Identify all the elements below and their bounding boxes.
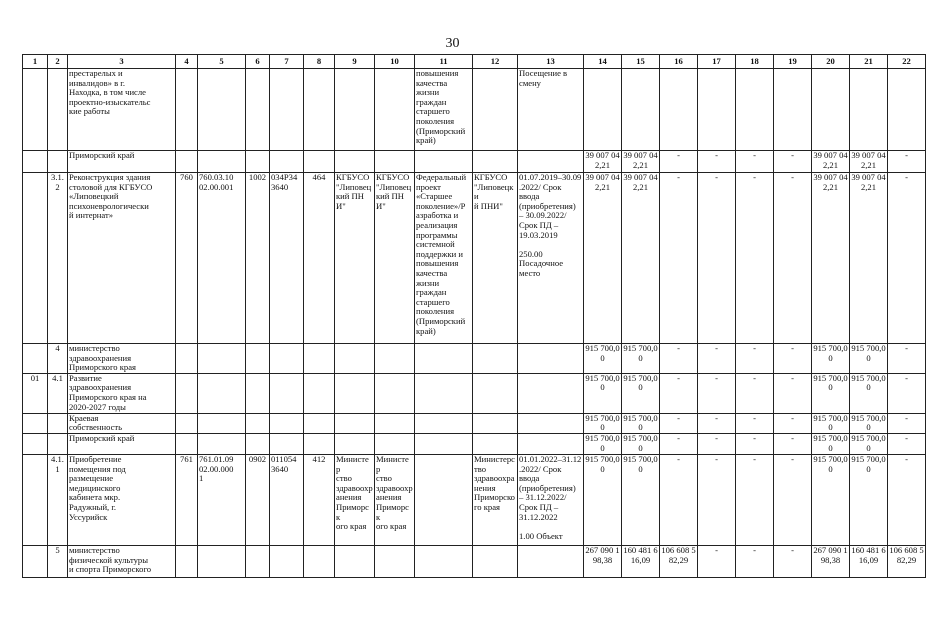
table-cell: 0902 [246, 454, 270, 545]
table-cell [198, 344, 246, 374]
table-cell [23, 69, 48, 151]
table-cell: 915 700,0 0 [584, 344, 622, 374]
table-cell [246, 151, 270, 173]
table-cell [335, 151, 375, 173]
table-cell [176, 151, 198, 173]
table-cell: 915 700,0 0 [623, 432, 658, 453]
table-cell: 760 [176, 173, 198, 344]
table-cell [375, 413, 415, 433]
table-cell [23, 454, 48, 545]
table-cell: 39 007 04 2,21 [850, 173, 888, 344]
table-cell: 915 700,0 0 [850, 373, 888, 413]
table-cell: 915 700,0 0 [585, 412, 620, 433]
table-cell [23, 344, 48, 374]
table-cell [246, 545, 270, 577]
column-header: 12 [473, 55, 518, 69]
table-cell [335, 433, 375, 454]
table-cell [774, 69, 812, 151]
column-header: 13 [518, 55, 584, 69]
table-cell: Развитие здравоохранения Приморского края на 2020-2027 годы [68, 373, 176, 413]
table-cell [304, 69, 335, 151]
table-cell: - [774, 173, 812, 344]
table-row [23, 173, 926, 344]
table-cell: КГБУСО "Липовецки й ПНИ" [473, 173, 518, 344]
table-cell [473, 344, 518, 374]
table-cell [335, 413, 375, 433]
table-row [23, 413, 926, 433]
table-cell: Министерс тво здравоохра нения Приморско го края [473, 454, 518, 545]
column-header: 18 [736, 55, 774, 69]
table-cell: 01.07.2019–30.09 .2022/ Срок ввода (приобретения) – 30.09.2022/ Срок ПД – 19.03.2019 250.00 Посадочное место [518, 173, 584, 344]
column-header: 20 [812, 55, 850, 69]
table-cell: 01 [23, 373, 48, 413]
table-cell [375, 151, 415, 173]
table-row [23, 373, 926, 413]
table-cell: - [660, 151, 698, 173]
table-row [23, 433, 926, 454]
table-cell: - [698, 344, 736, 374]
table-cell [850, 69, 888, 151]
table-row [23, 344, 926, 374]
table-cell [415, 545, 473, 577]
table-cell: 5 [48, 545, 68, 577]
table-cell: - [660, 454, 698, 545]
table-cell: - [774, 344, 812, 374]
table-cell: 267 090 1 98,38 [584, 545, 622, 577]
table-cell [176, 545, 198, 577]
column-header: 21 [850, 55, 888, 69]
table-cell: Приморский край [68, 433, 176, 454]
table-cell: Министер ство здравоохр анения Приморск ого края [335, 454, 375, 545]
table-cell: 915 700,0 0 [851, 412, 886, 433]
table-cell [198, 373, 246, 413]
table-cell: 915 700,0 0 [812, 373, 850, 413]
table-cell: - [888, 173, 926, 344]
table-cell [198, 545, 246, 577]
table-cell [415, 344, 473, 374]
table-cell: 915 700,0 0 [623, 412, 658, 433]
table-cell [415, 413, 473, 433]
table-cell [23, 173, 48, 344]
table-cell: - [660, 344, 698, 374]
table-cell: 39 007 04 2,21 [622, 151, 660, 173]
column-header: 6 [246, 55, 270, 69]
table-cell: 3.1.2 [48, 173, 68, 344]
table-cell: 915 700,0 0 [585, 432, 620, 453]
table-cell [415, 373, 473, 413]
table-cell [23, 151, 48, 173]
table-cell: 4 [48, 344, 68, 374]
budget-table [22, 54, 926, 578]
table-cell [304, 344, 335, 374]
table-cell: Посещение в смену [518, 69, 584, 151]
table-cell: - [888, 151, 926, 173]
table-cell: 4.1 [48, 373, 68, 413]
table-cell: 915 700,0 0 [584, 454, 622, 545]
table-cell: - [736, 173, 774, 344]
table-cell [270, 151, 304, 173]
column-header: 17 [698, 55, 736, 69]
table-cell [415, 433, 473, 454]
table-cell [335, 545, 375, 577]
table-cell: - [774, 373, 812, 413]
table-cell: 267 090 1 98,38 [812, 545, 850, 577]
table-cell [473, 373, 518, 413]
table-cell [48, 69, 68, 151]
table-cell [375, 373, 415, 413]
table-cell: - [736, 454, 774, 545]
table-cell: повышения качества жизни граждан старшего поколения (Приморский край) [415, 69, 473, 151]
table-cell: - [736, 344, 774, 374]
table-cell [335, 69, 375, 151]
column-header: 9 [335, 55, 375, 69]
table-cell [473, 433, 518, 454]
table-cell: 106 608 5 82,29 [888, 545, 926, 577]
table-cell [518, 413, 584, 433]
table-cell [270, 373, 304, 413]
table-row [23, 454, 926, 545]
table-row [23, 545, 926, 577]
table-cell [176, 344, 198, 374]
table-cell [888, 69, 926, 151]
table-cell: 915 700,0 0 [813, 432, 848, 453]
table-cell: Приморский край [68, 151, 176, 173]
table-cell: 39 007 04 2,21 [812, 173, 850, 344]
table-cell: 4.1.1 [48, 454, 68, 545]
table-cell [246, 373, 270, 413]
table-row [23, 151, 926, 173]
table-cell [270, 545, 304, 577]
table-cell: 464 [304, 173, 335, 344]
table-cell: 160 481 6 16,09 [850, 545, 888, 577]
table-cell [176, 413, 198, 433]
table-cell: - [736, 413, 774, 433]
column-header: 22 [888, 55, 926, 69]
table-cell: - [774, 433, 812, 454]
table-cell: 761.01.09 02.00.000 1 [198, 454, 246, 545]
table-cell: 915 700,0 0 [622, 454, 660, 545]
table-cell: 761 [176, 454, 198, 545]
table-cell [176, 433, 198, 454]
table-cell [246, 344, 270, 374]
table-cell: 39 007 04 2,21 [850, 151, 888, 173]
table-cell [246, 433, 270, 454]
table-cell: - [698, 173, 736, 344]
table-cell: - [736, 151, 774, 173]
table-cell: - [660, 413, 698, 433]
table-cell: - [774, 545, 812, 577]
table-cell: 39 007 04 2,21 [812, 151, 850, 173]
table-cell: - [888, 433, 926, 454]
table-cell: - [698, 373, 736, 413]
table-cell [246, 69, 270, 151]
table-cell: 39 007 04 2,21 [584, 173, 622, 344]
column-header: 4 [176, 55, 198, 69]
table-cell [335, 373, 375, 413]
table-cell [518, 545, 584, 577]
table-cell: - [774, 454, 812, 545]
table-cell: - [698, 413, 736, 433]
table-cell [48, 433, 68, 454]
table-cell [270, 433, 304, 454]
table-cell [198, 433, 246, 454]
table-cell: - [698, 545, 736, 577]
table-cell [304, 413, 335, 433]
table-cell [304, 433, 335, 454]
table-cell: 011054 3640 [270, 454, 304, 545]
table-cell: 412 [304, 454, 335, 545]
table-cell: КГБУСО "Липовец кий ПНИ" [335, 173, 375, 344]
table-cell: 034P34 3640 [270, 173, 304, 344]
table-cell: Приобретение помещения под размещение медицинского кабинета мкр. Радужный, г. Уссурийск [68, 454, 176, 545]
column-header: 15 [622, 55, 660, 69]
table-cell: Министер ство здравоохр анения Приморск ого края [375, 454, 415, 545]
column-header: 8 [304, 55, 335, 69]
column-header: 3 [68, 55, 176, 69]
table-cell: 915 700,0 0 [812, 344, 850, 374]
table-cell [48, 413, 68, 433]
table-cell: - [888, 373, 926, 413]
table-cell: - [698, 454, 736, 545]
table-cell [473, 413, 518, 433]
table-cell [23, 413, 48, 433]
column-header: 10 [375, 55, 415, 69]
table-cell: 1002 [246, 173, 270, 344]
table-cell: - [660, 173, 698, 344]
table-cell [812, 69, 850, 151]
table-cell: 915 700,0 0 [850, 344, 888, 374]
table-cell: 106 608 5 82,29 [660, 545, 698, 577]
table-cell [622, 69, 660, 151]
table-cell [375, 344, 415, 374]
table-cell [660, 69, 698, 151]
table-cell: министерство физической культуры и спорта Приморского [68, 545, 176, 577]
table-cell: 01.01.2022–31.12 .2022/ Срок ввода (приобретения) – 31.12.2022/ Срок ПД – 31.12.2022 1.00 Объект [518, 454, 584, 545]
table-row [23, 69, 926, 151]
table-cell [270, 413, 304, 433]
table-cell [518, 344, 584, 374]
table-cell [270, 344, 304, 374]
table-cell [518, 151, 584, 173]
table-cell [473, 69, 518, 151]
table-cell [518, 433, 584, 454]
table-cell: - [888, 344, 926, 374]
table-cell [473, 151, 518, 173]
table-cell [415, 151, 473, 173]
table-cell [518, 373, 584, 413]
table-cell: престарелых и инвалидов» в г. Находка, в том числе проектно-изыскательс кие работы [68, 69, 176, 151]
column-header: 16 [660, 55, 698, 69]
table-cell: - [736, 545, 774, 577]
table-cell [304, 373, 335, 413]
table-cell [473, 545, 518, 577]
table-cell: - [888, 454, 926, 545]
table-cell: 915 700,0 0 [812, 454, 850, 545]
table-cell [375, 545, 415, 577]
table-cell [23, 433, 48, 454]
table-cell: - [660, 433, 698, 454]
table-cell [23, 545, 48, 577]
table-cell: 915 700,0 0 [851, 432, 886, 453]
table-cell: КГБУСО "Липовец кий ПНИ" [375, 173, 415, 344]
table-cell: 915 700,0 0 [813, 412, 848, 433]
table-cell: Реконструкция здания столовой для КГБУСО «Липовецкий психоневрологически й интернат» [68, 173, 176, 344]
table-cell: 760.03.10 02.00.001 [198, 173, 246, 344]
table-cell: 915 700,0 0 [622, 344, 660, 374]
column-header: 7 [270, 55, 304, 69]
table-cell [375, 69, 415, 151]
table-cell: - [698, 151, 736, 173]
table-cell [304, 545, 335, 577]
table-cell [375, 433, 415, 454]
table-cell [198, 69, 246, 151]
table-cell [415, 454, 473, 545]
table-cell [198, 413, 246, 433]
table-cell: Федеральный проект «Старшее поколение»/Р азработка и реализация программы системной поддержки и повышения качества жизни граждан старшего поколения (Приморский край) [415, 173, 473, 344]
table-cell: 160 481 6 16,09 [622, 545, 660, 577]
table-cell [246, 413, 270, 433]
table-cell: министерство здравоохранения Приморского края [68, 344, 176, 374]
table-cell: 915 700,0 0 [584, 373, 622, 413]
table-cell: - [774, 151, 812, 173]
table-cell: - [736, 373, 774, 413]
table-cell: - [660, 373, 698, 413]
table-cell [698, 69, 736, 151]
table-cell [736, 69, 774, 151]
table-cell [176, 373, 198, 413]
column-header: 1 [23, 55, 48, 69]
table-cell [48, 151, 68, 173]
column-header-row [23, 55, 926, 69]
column-header: 11 [415, 55, 473, 69]
table-cell [176, 69, 198, 151]
table-cell: 39 007 04 2,21 [622, 173, 660, 344]
table-cell [270, 69, 304, 151]
column-header: 19 [774, 55, 812, 69]
table-cell [335, 344, 375, 374]
table-cell: 39 007 04 2,21 [584, 151, 622, 173]
page-number: 30 [445, 36, 460, 51]
table-cell: 915 700,0 0 [622, 373, 660, 413]
table-cell [584, 69, 622, 151]
table-cell: 915 700,0 0 [850, 454, 888, 545]
table-cell: - [774, 413, 812, 433]
table-cell: - [888, 413, 926, 433]
column-header: 14 [584, 55, 622, 69]
table-cell: Краевая собственность [68, 413, 176, 433]
column-header: 2 [48, 55, 68, 69]
column-header: 5 [198, 55, 246, 69]
table-cell: - [736, 433, 774, 454]
table-cell: - [698, 433, 736, 454]
table-cell [304, 151, 335, 173]
table-cell [198, 151, 246, 173]
